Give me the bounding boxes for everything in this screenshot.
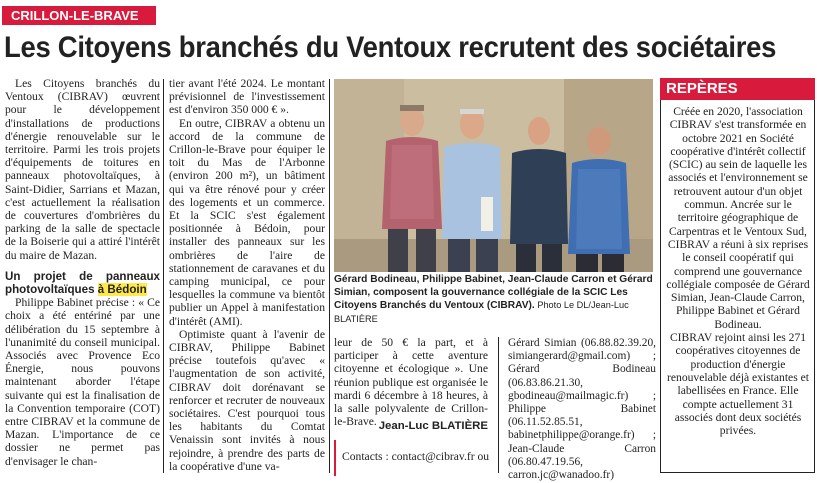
column-divider [498, 337, 499, 473]
caption-text: Gérard Bodineau, Philippe Babinet, Jean-Claude Carron et Gérard Simian, composent la gouvernance collégiale de la SCIC Les Citoyens Branchés du Ventoux (CIBRAV). [334, 274, 653, 312]
body-paragraph: Optimiste quant à l'avenir de CIBRAV, Philippe Babinet précise toutefois qu'avec « l'augmentation de son activité, CIBRAV doit dorénavant se renforcer et recruter de nouveaux sociétaires. C'est pourquoi tous les habitants du Comtat Venaissin sont invités à nous rejoindre, à prendre des parts de la coopérative d'une va- [169, 327, 325, 473]
column-divider [329, 79, 330, 473]
group-photo [334, 79, 653, 272]
body-paragraph: Les Citoyens branchés du Ventoux (CIBRAV) œuvrent pour le développement d'installations de productions d'énergie renouvelable sur le territoire. Parmi les trois projets d'équipements de toitures en panneaux photovoltaïques, à Saint-Didier, Sarrians et Mazan, c'est actuellement la réalisation de couvertures d'ombrières du parking de la salle de spectacle de la Boiserie qui a attiré l'intérêt du maire de Mazan. [5, 77, 160, 262]
contacts-text: Gérard Simian (06.88.82.39.20, simiangerard@gmail.com) ; Gérard Bodineau (06.83.86.21.30, gbodineau@mailmagic.fr) ; Philippe Babinet (06.11.52.85.51, babinetphilippe@orange.fr) ; Jean-Claude Carron (06.80.47.19.56, carron.jc@wanadoo.fr) [508, 337, 656, 482]
photo-caption [334, 274, 653, 326]
reperes-paragraph: CIBRAV rejoint ainsi les 271 coopératives citoyennes de production d'énergie renouvelable déjà existantes et labellisées en France. Elle compte actuellement 31 associés dont deux sociétés privées. [667, 331, 809, 438]
subheading [5, 270, 160, 296]
subheading-text: Un projet de panneaux photovoltaïques [5, 269, 160, 297]
reperes-title: REPÈRES [660, 78, 815, 100]
subheading-highlight: à Bédoin [97, 283, 147, 297]
body-paragraph: leur de 50 € la part, et à participer à cette aventure citoyenne et écologique ». Une réunion publique est organisée le mardi 6 décembre à 18 heures, à la salle polyvalente de Crillon-le-Brave. [334, 336, 488, 429]
group-photo-illustration [334, 79, 653, 272]
contact-line: Contacts : contact@cibrav.fr ou [342, 450, 490, 463]
article-column-3 [334, 336, 488, 428]
section-kicker: CRILLON-LE-BRAVE [2, 6, 156, 25]
author-signature: Jean-Luc BLATIÈRE [378, 420, 488, 432]
body-paragraph: Philippe Babinet précise : « Ce choix a été entériné par une délibération du 15 septembre à l'unanimité du conseil municipal. Associés avec Provence Eco Énergie, nous pouvons maintenant aborder l'étape suivante qui est la finalisation de la Convention temporaire (COT) entre CIBRAV et la commune de Mazan. L'importance de ce dossier ne permet pas d'envisager le chan- [5, 296, 160, 468]
column-divider [163, 79, 164, 473]
reperes-paragraph: Créée en 2020, l'association CIBRAV s'est transformée en octobre 2021 en Société coopérative d'intérêt collectif (SCIC) au sein de laquelle les associés et l'environnement se retrouvent autour d'un objet commun. Ancrée sur le territoire géographique de Carpentras et le Ventoux Sud, CIBRAV a réuni à six reprises le conseil coopératif qui comprend une gouvernance collégiale composée de Gérard Simian, Jean-Claude Carron, Philippe Babinet et Gérard Bodineau. [666, 105, 810, 331]
photo-credit: Photo Le DL/Jean-Luc BLATIÈRE [334, 300, 629, 324]
body-paragraph: En outre, CIBRAV a obtenu un accord de la commune de Crillon-le-Brave pour équiper le toit du Mas de l'Arbonne (environ 200 m²), un bâtiment qui va être rénové pour y créer des logements et un commerce. Et la SCIC s'est également positionnée à Bédoin, pour installer des panneaux sur les ombrières de l'aire de stationnement de caravanes et du camping municipal, ce pour lesquelles la commune va bientôt publier un Appel à manifestation d'intérêt (AMI). [169, 116, 325, 328]
contacts-column [508, 337, 656, 482]
article-column-2 [169, 77, 325, 473]
article-column-1 [5, 77, 160, 468]
reperes-content [666, 105, 810, 437]
headline: Les Citoyens branchés du Ventoux recrutent des sociétaires [4, 31, 777, 64]
body-paragraph: tier avant l'été 2024. Le montant prévisionnel de l'investissement est d'environ 350 000 € ». [169, 77, 325, 117]
